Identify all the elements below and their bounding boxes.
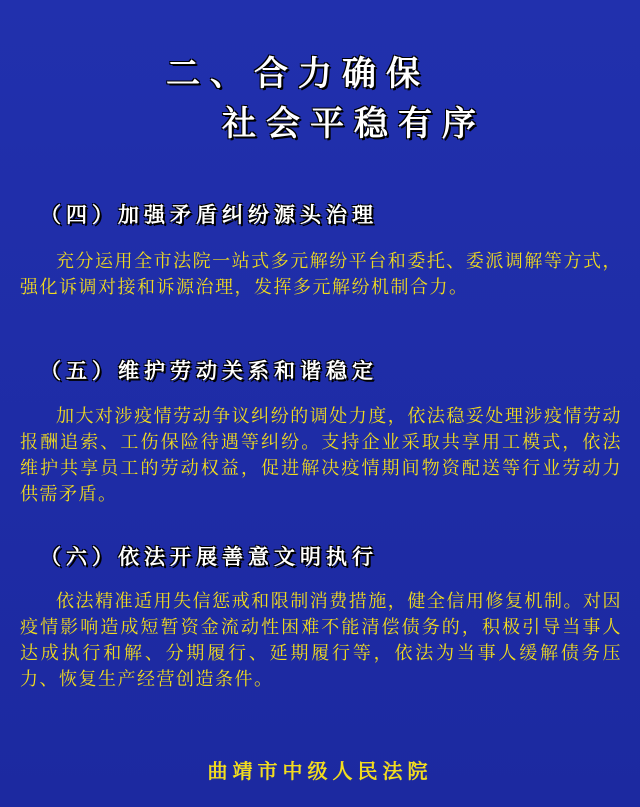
section-heading-5: （五）维护劳动关系和谐稳定 <box>40 359 378 383</box>
section-body-5: 加大对涉疫情劳动争议纠纷的调处力度，依法稳妥处理涉疫情劳动报酬追索、工伤保险待遇等纠纷。支持企业采取共享用工模式，依法维护共享员工的劳动权益，促进解决疫情期间物资配送等行业劳动力供需矛盾。 <box>20 406 622 505</box>
section-body-4: 充分运用全市法院一站式多元解纷平台和委托、委派调解等方式，强化诉调对接和诉源治理，发挥多元解纷机制合力。 <box>20 251 622 298</box>
page-title-line-2: 社会平稳有序 <box>222 104 486 144</box>
page-title-line-1: 二、合力确保 <box>166 54 430 94</box>
section-body-6: 依法精准适用失信惩戒和限制消费措施，健全信用修复机制。对因疫情影响造成短暂资金流动性困难不能清偿债务的，积极引导当事人达成执行和解、分期履行、延期履行等，依法为当事人缓解债务压力、恢复生产经营创造条件。 <box>20 591 622 690</box>
section-heading-4: （四）加强矛盾纠纷源头治理 <box>40 203 378 227</box>
footer-court-name: 曲靖市中级人民法院 <box>207 759 433 783</box>
section-heading-6: （六）依法开展善意文明执行 <box>40 545 378 569</box>
